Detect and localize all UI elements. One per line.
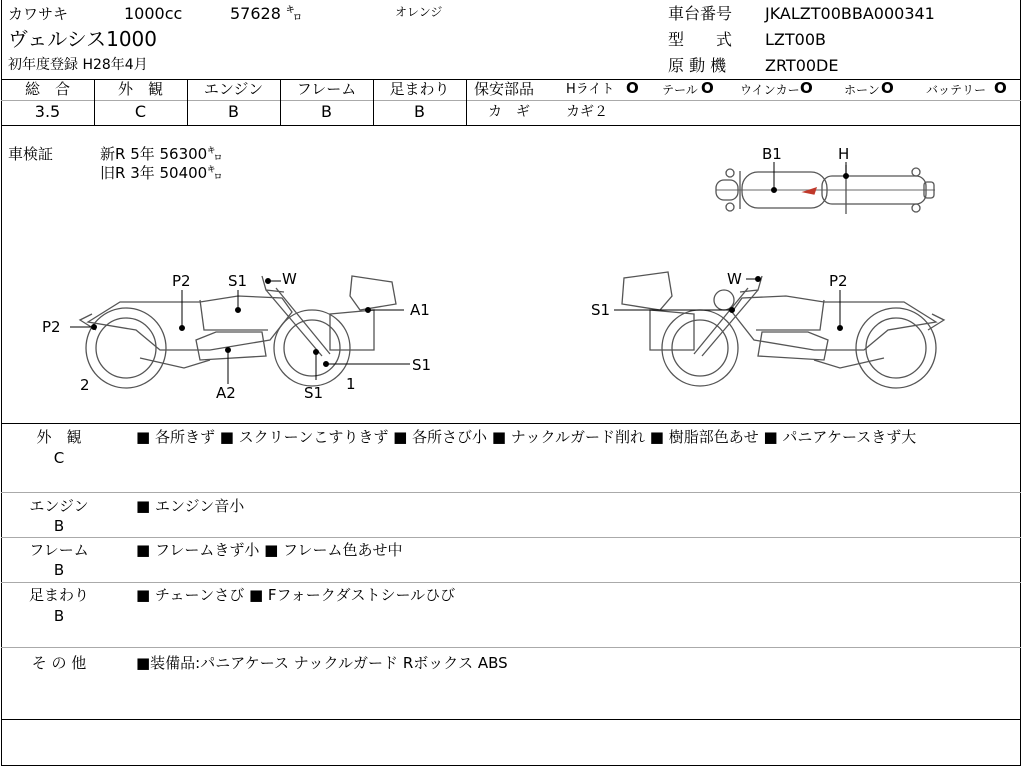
safety-item-headlight: Hライト: [566, 82, 615, 97]
marker-top-h: H: [838, 145, 850, 163]
marker-left-1: 1: [346, 375, 356, 393]
remarks-line-1: [1, 492, 1021, 493]
model-label: 型 式: [668, 30, 733, 49]
remark-engine-text: ■ エンジン音小: [136, 497, 245, 515]
remarks-bottom-line: [1, 719, 1021, 720]
safety-status-horn: O: [881, 79, 894, 97]
inspection-label: 車検証: [8, 145, 54, 163]
marker-right-p2: P2: [829, 272, 848, 290]
marker-left-p2-rear: P2: [42, 318, 61, 336]
safety-status-tail: O: [701, 79, 714, 97]
marker-left-p2: P2: [172, 272, 191, 290]
remark-frame-grade: B: [53, 561, 65, 579]
engine-label: 原 動 機: [668, 56, 727, 75]
remark-other-text: ■装備品:パニアケース ナックルガード Rボックス ABS: [136, 654, 508, 672]
remark-exterior-grade: C: [53, 449, 65, 467]
marker-left-s1: S1: [228, 272, 248, 290]
exterior-grade: C: [134, 102, 147, 121]
frame-no: JKALZT00BBA000341: [765, 4, 935, 23]
safety-item-battery: バッテリー: [926, 83, 987, 97]
remarks-line-4: [1, 647, 1021, 648]
safety-item-winker: ウインカー: [740, 83, 800, 97]
engine-grade-label: エンジン: [203, 80, 264, 98]
overall-grade: 3.5: [34, 102, 61, 121]
suspension-grade-label: 足まわり: [389, 80, 450, 98]
marker-left-s1-bottom: S1: [304, 384, 324, 402]
remark-engine-grade: B: [53, 517, 65, 535]
engine-code: ZRT00DE: [765, 56, 839, 75]
remark-frame-label: フレーム: [29, 541, 89, 559]
frame-grade: B: [321, 102, 332, 121]
overall-label: 総 合: [24, 80, 70, 98]
remark-engine-label: エンジン: [29, 497, 89, 515]
safety-status-battery: O: [994, 79, 1007, 97]
model-code: LZT00B: [765, 30, 826, 49]
marker-left-s1-low: S1: [412, 356, 432, 374]
right-side-motorcycle: [622, 272, 944, 388]
model-name: ヴェルシス1000: [8, 27, 157, 51]
remark-suspension-label: 足まわり: [28, 586, 89, 604]
safety-item-tail: テール: [662, 83, 698, 97]
suspension-grade: B: [414, 102, 425, 121]
remark-exterior-label: 外 観: [36, 428, 82, 446]
first-registration: 初年度登録 H28年4月: [8, 57, 148, 73]
remarks-line-2: [1, 537, 1021, 538]
marker-left-a1: A1: [410, 301, 430, 319]
frame-no-label: 車台番号: [668, 4, 733, 23]
inspection-old: 旧R 3年 50400㌔: [100, 164, 223, 182]
maker: カワサキ: [8, 5, 69, 23]
mileage: 57628 ㌔: [230, 4, 302, 23]
remark-frame-text: ■ フレームきず小 ■ フレーム色あせ中: [136, 541, 403, 559]
marker-right-s1: S1: [591, 301, 611, 319]
marker-left-w: W: [282, 270, 297, 288]
marker-left-a2: A2: [216, 384, 236, 402]
remarks-top-line: [1, 423, 1021, 424]
marker-left-2: 2: [80, 376, 90, 394]
engine-grade: B: [228, 102, 239, 121]
exterior-label: 外 観: [117, 80, 163, 98]
remark-suspension-text: ■ チェーンさび ■ Fフォークダストシールひび: [136, 586, 456, 604]
remarks-line-3: [1, 582, 1021, 583]
remark-other-label: そ の 他: [31, 654, 87, 672]
marker-top-b1: B1: [762, 145, 782, 163]
safety-item-horn: ホーン: [844, 83, 880, 97]
marker-right-w: W: [727, 270, 742, 288]
safety-status-headlight: O: [626, 79, 639, 97]
frame-grade-label: フレーム: [296, 80, 357, 98]
displacement: 1000cc: [124, 4, 183, 23]
keys-label: カ ギ: [488, 104, 530, 120]
inspection-new: 新R 5年 56300㌔: [100, 145, 223, 163]
safety-status-winker: O: [800, 79, 813, 97]
top-view-motorcycle: [716, 165, 935, 214]
keys-value: カギ２: [566, 104, 608, 120]
color: オレンジ: [395, 5, 443, 19]
safety-label: 保安部品: [474, 80, 535, 98]
remark-suspension-grade: B: [53, 607, 65, 625]
remark-exterior-text: ■ 各所きず ■ スクリーンこすりきず ■ 各所さび小 ■ ナックルガード削れ ■ 樹脂部色あせ ■ パニアケースきず大: [136, 428, 917, 446]
